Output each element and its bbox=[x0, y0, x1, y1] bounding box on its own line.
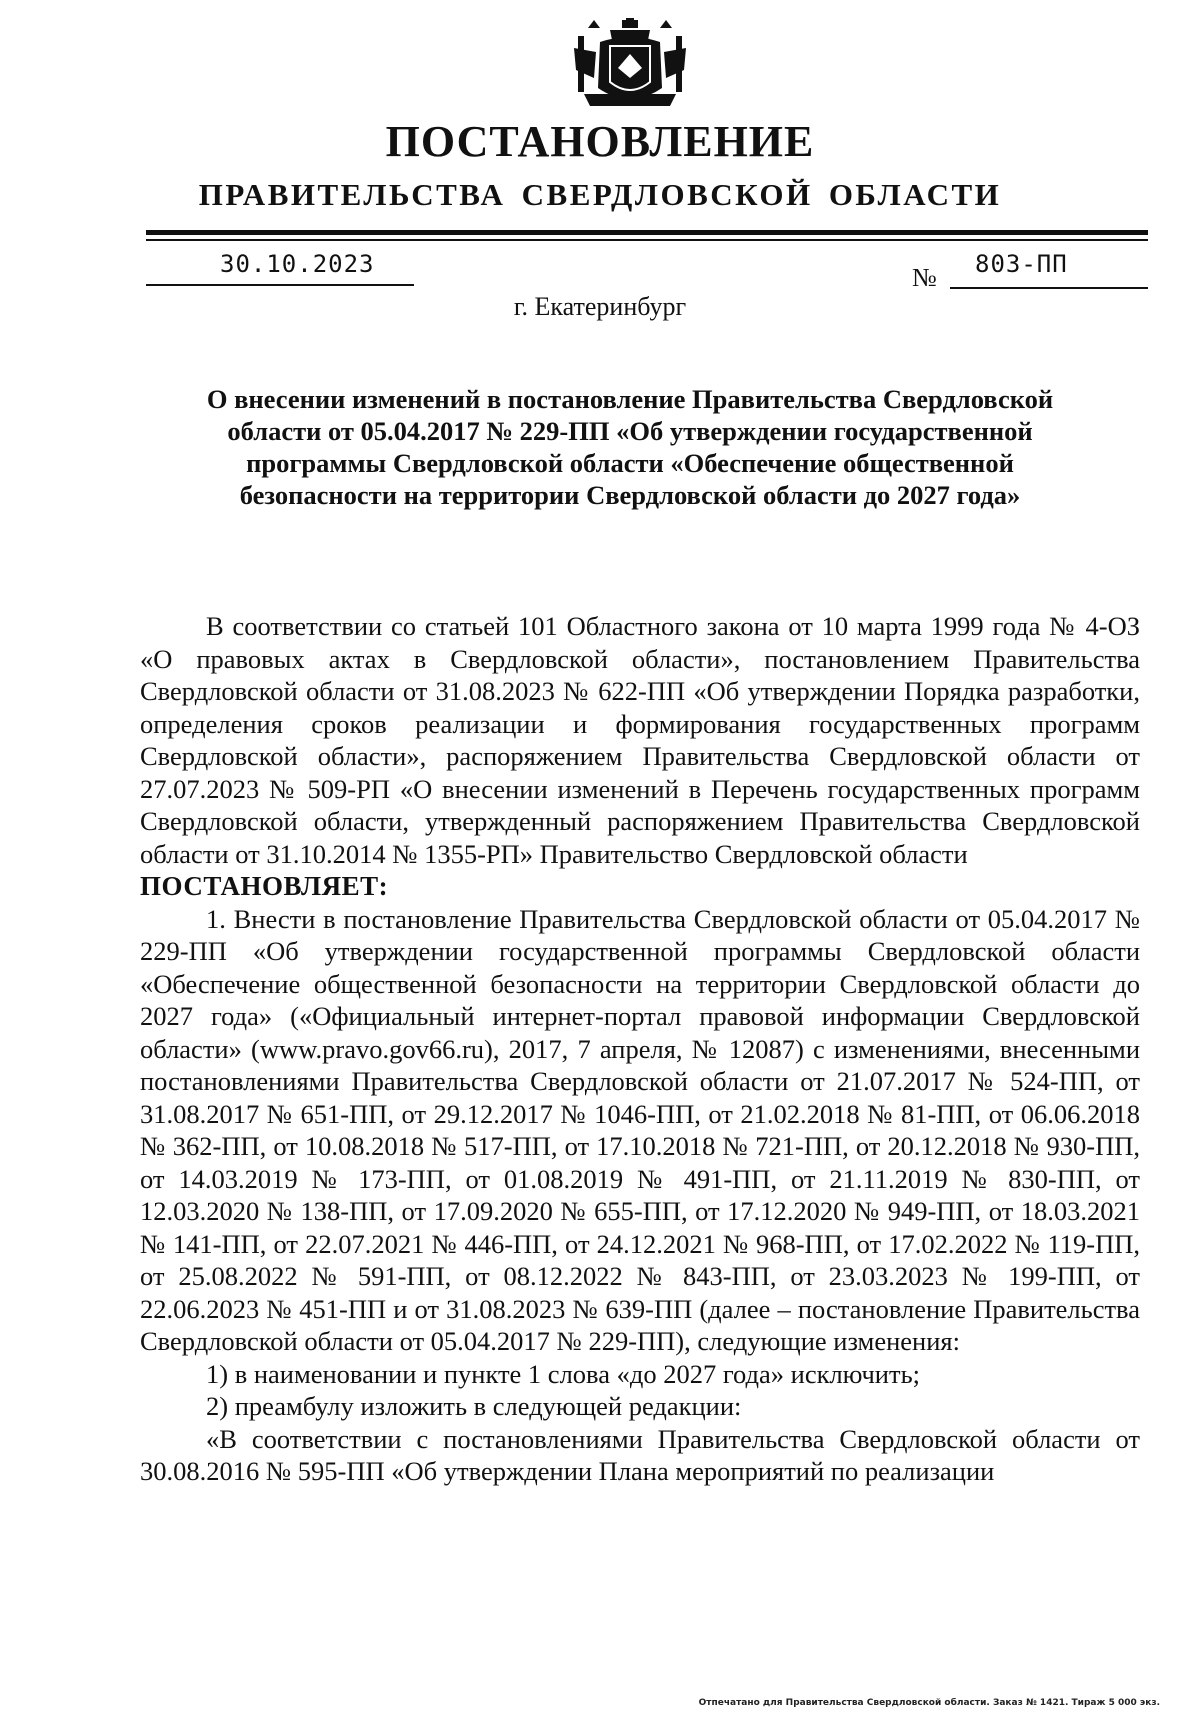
document-heading: О внесении изменений в постановление Правительства Свердловской области от 05.04.2017 № 229-ПП «Об утверждении государственной программы Свердловской области «Обеспечение общественной безопасности на территории Свердловской области до 2027 года» bbox=[206, 384, 1054, 510]
document-issuer: ПРАВИТЕЛЬСТВА СВЕРДЛОВСКОЙ ОБЛАСТИ bbox=[198, 177, 1002, 212]
date-underline bbox=[146, 284, 414, 286]
decree-word: ПОСТАНОВЛЯЕТ: bbox=[140, 871, 389, 901]
header-rule-thick bbox=[146, 230, 1148, 235]
print-footer: Отпечатано для Правительства Свердловской области. Заказ № 1421. Тираж 5 000 экз. bbox=[698, 1698, 1160, 1708]
document-body bbox=[140, 610, 1140, 1488]
preamble-paragraph: В соответствии со статьей 101 Областного закона от 10 марта 1999 года № 4-ОЗ «О правовых актах в Свердловской области», постановлением Правительства Свердловской области от 31.08.2023 № 622-ПП «Об утверждении Порядка разработки, определения сроков реализации и формирования государственных программ Свердловской области», распоряжением Правительства Свердловской области от 27.07.2023 № 509-РП «О внесении изменений в Перечень государственных программ Свердловской области, утвержденный распоряжением Правительства Свердловской области от 31.10.2014 № 1355-РП» Правительство Свердловской области bbox=[140, 611, 1140, 869]
subitem-1-paragraph: 1) в наименовании и пункте 1 слова «до 2027 года» исключить; bbox=[206, 1358, 921, 1389]
document-date: 30.10.2023 bbox=[220, 250, 375, 278]
document-number: 803-ПП bbox=[975, 250, 1068, 278]
document-city: г. Екатеринбург bbox=[513, 292, 687, 321]
item-1-paragraph: 1. Внести в постановление Правительства Свердловской области от 05.04.2017 № 229-ПП «Об утверждении государственной программы Свердловской области «Обеспечение общественной безопасности на территории Свердловской области до 2027 года» («Официальный интернет-портал правовой информации Свердловской области» (www.pravo.gov66.ru), 2017, 7 апреля, № 12087) с изменениями, внесенными постановлениями Правительства Свердловской области от 21.07.2017 № 524-ПП, от 31.08.2017 № 651-ПП, от 29.12.2017 № 1046-ПП, от 21.02.2018 № 81-ПП, от 06.06.2018 № 362-ПП, от 10.08.2018 № 517-ПП, от 17.10.2018 № 721-ПП, от 20.12.2018 № 930-ПП, от 14.03.2019 № 173-ПП, от 01.08.2019 № 491-ПП, от 21.11.2019 № 830-ПП, от 12.03.2020 № 138-ПП, от 17.09.2020 № 655-ПП, от 17.12.2020 № 949-ПП, от 18.03.2021 № 141-ПП, от 22.07.2021 № 446-ПП, от 24.12.2021 № 968-ПП, от 17.02.2022 № 119-ПП, от 25.08.2022 № 591-ПП, от 08.12.2022 № 843-ПП, от 23.03.2023 № 199-ПП, от 22.06.2023 № 451-ПП и от 31.08.2023 № 639-ПП (далее – постановление Правительства Свердловской области от 05.04.2017 № 229-ПП), следующие изменения: bbox=[140, 903, 1140, 1356]
quote-paragraph: «В соответствии с постановлениями Правительства Свердловской области от 30.08.2016 № 595-ПП «Об утверждении Плана мероприятий по реализации bbox=[140, 1423, 1140, 1486]
subitem-2-paragraph: 2) преамбулу изложить в следующей редакции: bbox=[206, 1391, 742, 1421]
number-sign: № bbox=[912, 263, 937, 292]
header-rule-thin bbox=[146, 239, 1148, 241]
number-underline bbox=[950, 287, 1148, 289]
coat-of-arms-emblem bbox=[570, 18, 690, 114]
document-title: ПОСТАНОВЛЕНИЕ bbox=[385, 117, 815, 166]
